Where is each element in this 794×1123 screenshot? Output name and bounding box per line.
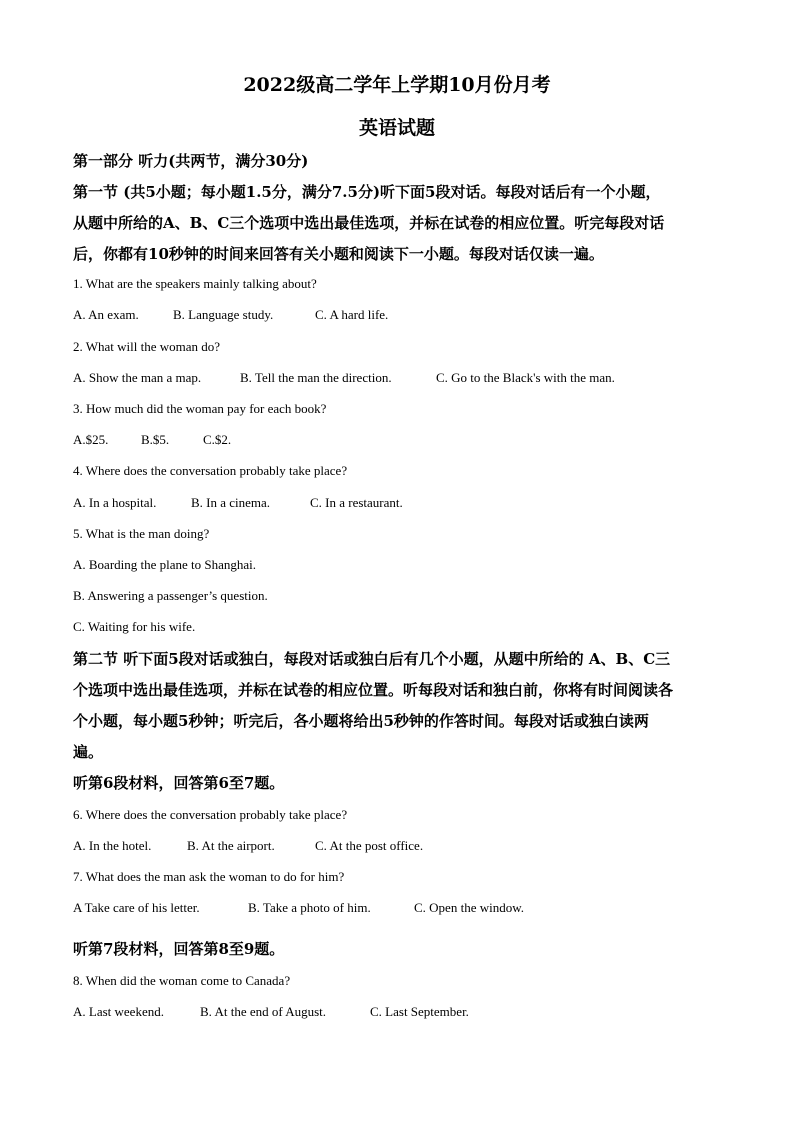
option-a: A Take care of his letter. xyxy=(73,900,200,915)
option-a: A. Last weekend. xyxy=(73,1004,164,1019)
instruction-line: 后，你都有10秒钟的时间来回答有关小题和阅读下一小题。每段对话仅读一遍。 xyxy=(73,245,604,263)
option-b: B. Language study. xyxy=(173,307,274,322)
instruction-line: 遍。 xyxy=(73,743,104,761)
option-a: A. In a hospital. xyxy=(73,495,157,510)
part1-heading: 第一部分 听力(共两节，满分30分) xyxy=(73,152,309,170)
section2-instructions xyxy=(73,644,723,768)
option-b: B. Answering a passenger’s question. xyxy=(73,588,268,603)
option-c: C.$2. xyxy=(203,432,232,447)
option-b: B. At the airport. xyxy=(187,838,275,853)
question-stem: 6. Where does the conversation probably take place? xyxy=(73,807,348,822)
material-6-heading: 听第6段材料，回答第6至7题。 xyxy=(73,774,285,792)
option-b: B.$5. xyxy=(141,432,170,447)
option-c: C. In a restaurant. xyxy=(310,495,403,510)
option-b: B. Take a photo of him. xyxy=(248,900,371,915)
option-a: A. Boarding the plane to Shanghai. xyxy=(73,557,257,572)
instruction-line: 从题中所给的A、B、C三个选项中选出最佳选项，并标在试卷的相应位置。听完每段对话 xyxy=(73,214,665,232)
option-c: C. A hard life. xyxy=(315,307,389,322)
instruction-line: 个选项中选出最佳选项，并标在试卷的相应位置。听每段对话和独白前，你将有时间阅读各 xyxy=(73,681,674,699)
question-stem: 1. What are the speakers mainly talking about? xyxy=(73,276,317,291)
question-stem: 5. What is the man doing? xyxy=(73,526,210,541)
option-c: C. Waiting for his wife. xyxy=(73,619,196,634)
option-b: B. In a cinema. xyxy=(191,495,271,510)
option-c: C. Last September. xyxy=(370,1004,469,1019)
instruction-line: 第一节 (共5小题；每小题1.5分，满分7.5分)听下面5段对话。每段对话后有一个小题， xyxy=(73,183,661,201)
question-stem: 7. What does the man ask the woman to do for him? xyxy=(73,869,345,884)
instruction-line: 个小题，每小题5秒钟；听完后，各小题将给出5秒钟的作答时间。每段对话或独白读两 xyxy=(73,712,649,730)
option-a: A. Show the man a map. xyxy=(73,370,202,385)
section1-instructions xyxy=(73,177,723,270)
question-stem: 3. How much did the woman pay for each book? xyxy=(73,401,327,416)
material-7-heading: 听第7段材料，回答第8至9题。 xyxy=(73,940,285,958)
option-c: C. Open the window. xyxy=(414,900,525,915)
question-stem: 8. When did the woman come to Canada? xyxy=(73,973,291,988)
option-a: A. An exam. xyxy=(73,307,139,322)
option-c: C. At the post office. xyxy=(315,838,424,853)
option-a: A.$25. xyxy=(73,432,109,447)
option-b: B. Tell the man the direction. xyxy=(240,370,392,385)
question-stem: 2. What will the woman do? xyxy=(73,339,221,354)
exam-title: 2022级高二学年上学期10月份月考 xyxy=(243,74,551,96)
option-b: B. At the end of August. xyxy=(200,1004,327,1019)
instruction-line: 第二节 听下面5段对话或独白，每段对话或独白后有几个小题，从题中所给的 A、B、C三 xyxy=(73,650,671,668)
subject-title: 英语试题 xyxy=(358,117,435,139)
question-stem: 4. Where does the conversation probably take place? xyxy=(73,463,348,478)
option-a: A. In the hotel. xyxy=(73,838,152,853)
option-c: C. Go to the Black's with the man. xyxy=(436,370,615,385)
